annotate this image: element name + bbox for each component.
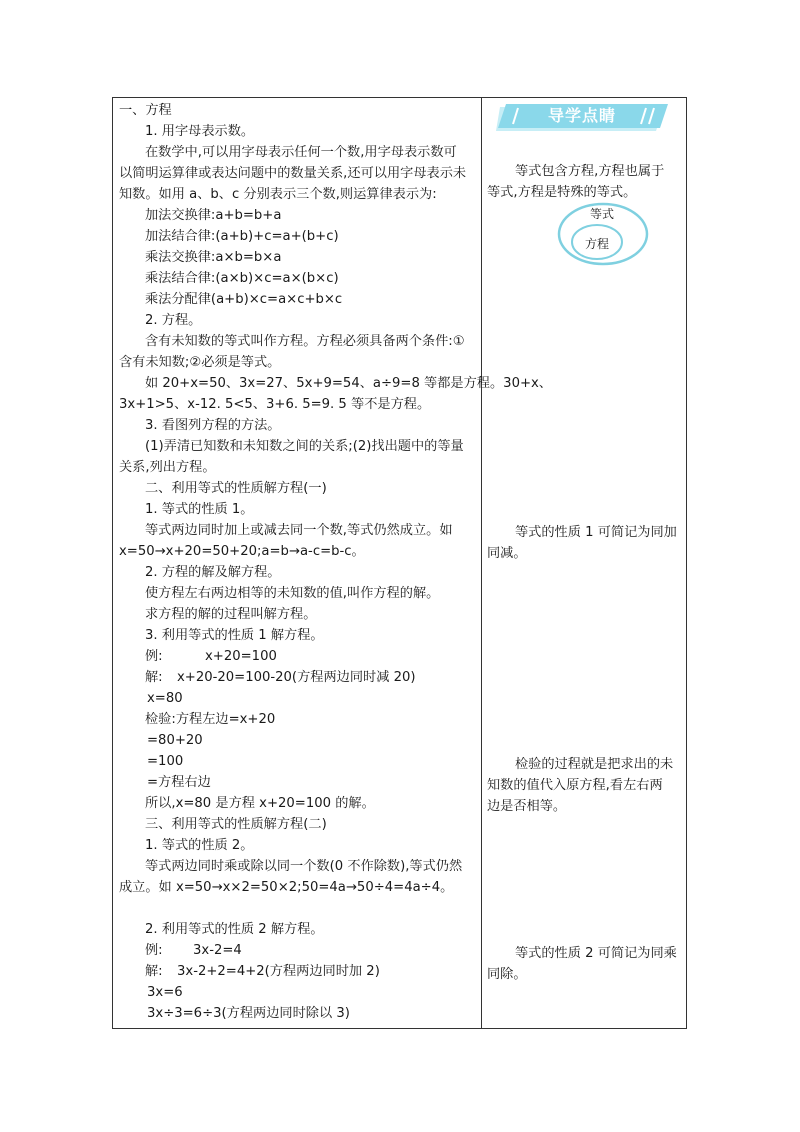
guide-banner — [496, 104, 668, 134]
check-line: =100 — [147, 754, 184, 769]
section-heading: 三、利用等式的性质解方程(二) — [145, 817, 327, 832]
example-equation: x+20=100 — [205, 649, 277, 664]
guide-note-line: 等式包含方程,方程也属于 — [515, 164, 665, 179]
paragraph-line: 等式两边同时乘或除以同一个数(0 不作除数),等式仍然 — [145, 859, 463, 874]
section-heading: 二、利用等式的性质解方程(一) — [145, 481, 327, 496]
solution-step: 3x=6 — [147, 985, 183, 1000]
guide-note-line: 等式的性质 1 可简记为同加 — [515, 525, 677, 540]
venn-outer-label: 等式 — [590, 207, 615, 221]
subheading: 2. 利用等式的性质 2 解方程。 — [145, 922, 324, 937]
example-label: 例: — [145, 943, 163, 958]
subheading: 1. 等式的性质 1。 — [145, 502, 254, 517]
paragraph-line: 求方程的解的过程叫解方程。 — [145, 607, 317, 622]
paragraph-line: 等式两边同时加上或减去同一个数,等式仍然成立。如 — [145, 523, 453, 538]
paragraph-line: 含有未知数的等式叫作方程。方程必须具备两个条件:① — [145, 334, 465, 349]
guide-note-line: 知数的值代入原方程,看左右两 — [487, 778, 663, 793]
subheading: 2. 方程。 — [145, 313, 202, 328]
guide-column — [482, 98, 686, 1028]
paragraph-line: (1)弄清已知数和未知数之间的关系;(2)找出题中的等量 — [145, 439, 464, 454]
subheading: 3. 利用等式的性质 1 解方程。 — [145, 628, 324, 643]
law-line: 乘法分配律(a+b)×c=a×c+b×c — [145, 292, 343, 307]
conclusion-line: 所以,x=80 是方程 x+20=100 的解。 — [145, 796, 375, 811]
venn-diagram — [556, 202, 650, 266]
solution-label: 解: — [145, 964, 163, 979]
law-line: 加法结合律:(a+b)+c=a+(b+c) — [145, 229, 339, 244]
guide-note-line: 检验的过程就是把求出的未 — [515, 757, 674, 772]
paragraph-line: 成立。如 x=50→x×2=50×2;50=4a→50÷4=4a÷4。 — [119, 880, 454, 895]
guide-note-line: 边是否相等。 — [487, 799, 567, 814]
subheading: 3. 看图列方程的方法。 — [145, 418, 281, 433]
paragraph-line: 以简明运算律或表达问题中的数量关系,还可以用字母表示未 — [119, 166, 467, 181]
content-table — [112, 97, 687, 1029]
law-line: 加法交换律:a+b=b+a — [145, 208, 282, 223]
paragraph-line: 在数学中,可以用字母表示任何一个数,用字母表示数可 — [145, 145, 457, 160]
subheading: 2. 方程的解及解方程。 — [145, 565, 281, 580]
check-line: =80+20 — [147, 733, 203, 748]
section-heading: 一、方程 — [119, 103, 172, 118]
law-line: 乘法结合律:(a×b)×c=a×(b×c) — [145, 271, 339, 286]
solution-step: 3x÷3=6÷3(方程两边同时除以 3) — [147, 1006, 350, 1021]
check-line: 检验:方程左边=x+20 — [145, 712, 276, 727]
venn-inner-label: 方程 — [585, 237, 610, 251]
guide-note-line: 同除。 — [487, 967, 527, 982]
example-label: 例: — [145, 649, 163, 664]
solution-step: x+20-20=100-20(方程两边同时减 20) — [177, 670, 416, 685]
paragraph-line: 使方程左右两边相等的未知数的值,叫作方程的解。 — [145, 586, 440, 601]
solution-step: x=80 — [147, 691, 183, 706]
solution-step: 3x-2+2=4+2(方程两边同时加 2) — [177, 964, 380, 979]
subheading: 1. 等式的性质 2。 — [145, 838, 254, 853]
paragraph-line: 如 20+x=50、3x=27、5x+9=54、a÷9=8 等都是方程。30+x、 — [145, 376, 552, 391]
example-equation: 3x-2=4 — [193, 943, 242, 958]
paragraph-line: 含有未知数;②必须是等式。 — [119, 355, 281, 370]
check-line: =方程右边 — [147, 775, 211, 790]
solution-label: 解: — [145, 670, 163, 685]
law-line: 乘法交换律:a×b=b×a — [145, 250, 282, 265]
paragraph-line: 关系,列出方程。 — [119, 460, 216, 475]
guide-note-line: 同减。 — [487, 546, 527, 561]
guide-note-line: 等式,方程是特殊的等式。 — [487, 185, 637, 200]
subheading: 1. 用字母表示数。 — [145, 124, 255, 139]
guide-note-line: 等式的性质 2 可简记为同乘 — [515, 946, 677, 961]
paragraph-line: 3x+1>5、x-12. 5<5、3+6. 5=9. 5 等不是方程。 — [119, 397, 431, 412]
paragraph-line: 知数。如用 a、b、c 分别表示三个数,则运算律表示为: — [119, 187, 437, 202]
paragraph-line: x=50→x+20=50+20;a=b→a-c=b-c。 — [119, 544, 365, 559]
banner-title: 导学点睛 — [547, 106, 616, 125]
